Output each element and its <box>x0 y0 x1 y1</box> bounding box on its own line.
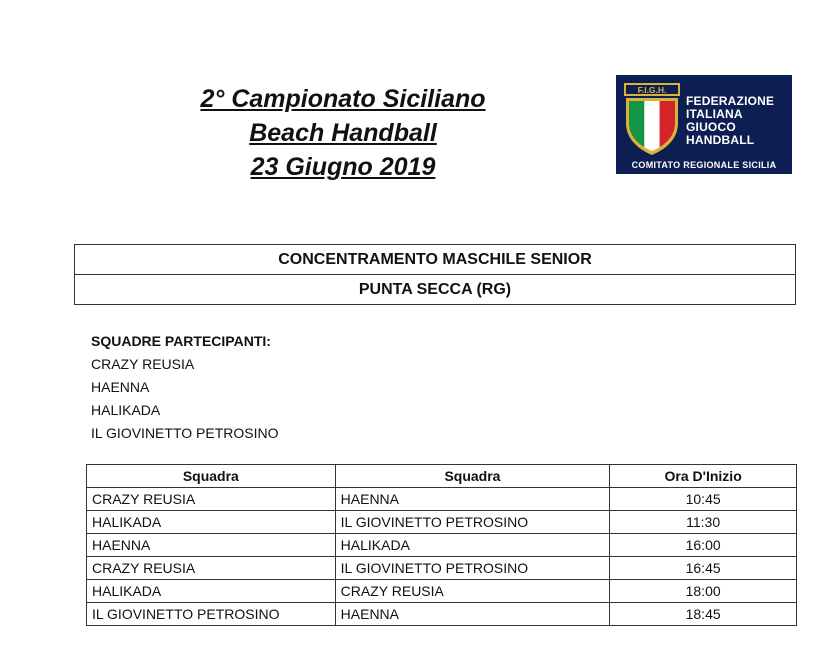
team-a-cell: CRAZY REUSIA <box>87 557 336 580</box>
figh-logo <box>616 75 792 174</box>
start-time-cell: 18:00 <box>610 580 797 603</box>
event-venue: PUNTA SECCA (RG) <box>75 274 795 304</box>
event-category: CONCENTRAMENTO MASCHILE SENIOR <box>278 251 592 268</box>
table-row <box>87 580 797 603</box>
match-schedule-table <box>86 464 797 626</box>
team-b-cell: CRAZY REUSIA <box>335 580 610 603</box>
logo-committee: COMITATO REGIONALE SICILIA <box>631 160 777 170</box>
table-row <box>87 557 797 580</box>
team-b-cell: IL GIOVINETTO PETROSINO <box>335 557 610 580</box>
team-item: CRAZY REUSIA <box>91 356 195 372</box>
teams-heading: SQUADRE PARTECIPANTI: <box>91 333 271 349</box>
team-a-cell: HAENNA <box>87 534 336 557</box>
logo-badge-text: F.I.G.H. <box>637 85 667 95</box>
logo-line-giuoco: GIUOCO <box>686 120 736 134</box>
start-time-cell: 16:45 <box>610 557 797 580</box>
table-row <box>87 603 797 626</box>
table-header-row <box>87 465 797 488</box>
start-time-cell: 11:30 <box>610 511 797 534</box>
team-b-cell: HAENNA <box>335 603 610 626</box>
team-a-cell: CRAZY REUSIA <box>87 488 336 511</box>
column-header-team-a: Squadra <box>87 465 336 488</box>
event-date: 23 Giugno 2019 <box>250 153 436 181</box>
team-item: HAENNA <box>91 379 150 395</box>
column-header-team-b: Squadra <box>335 465 610 488</box>
start-time-cell: 16:00 <box>610 534 797 557</box>
team-a-cell: HALIKADA <box>87 580 336 603</box>
participating-teams <box>91 330 278 445</box>
sport-title: Beach Handball <box>249 119 437 147</box>
logo-line-handball: HANDBALL <box>686 133 755 147</box>
championship-title: 2° Campionato Siciliano <box>200 85 486 113</box>
column-header-start-time: Ora D'Inizio <box>610 465 797 488</box>
start-time-cell: 10:45 <box>610 488 797 511</box>
document-title <box>160 82 526 184</box>
logo-line-italiana: ITALIANA <box>686 107 743 121</box>
team-item: HALIKADA <box>91 402 161 418</box>
team-item: IL GIOVINETTO PETROSINO <box>91 425 279 441</box>
table-row <box>87 534 797 557</box>
team-b-cell: IL GIOVINETTO PETROSINO <box>335 511 610 534</box>
team-a-cell: HALIKADA <box>87 511 336 534</box>
start-time-cell: 18:45 <box>610 603 797 626</box>
logo-line-federazione: FEDERAZIONE <box>686 94 775 108</box>
team-b-cell: HAENNA <box>335 488 610 511</box>
italian-shield-icon <box>623 81 681 157</box>
team-a-cell: IL GIOVINETTO PETROSINO <box>87 603 336 626</box>
team-b-cell: HALIKADA <box>335 534 610 557</box>
table-row <box>87 488 797 511</box>
logo-federation-name <box>686 95 774 147</box>
event-header-box <box>74 244 796 305</box>
table-row <box>87 511 797 534</box>
